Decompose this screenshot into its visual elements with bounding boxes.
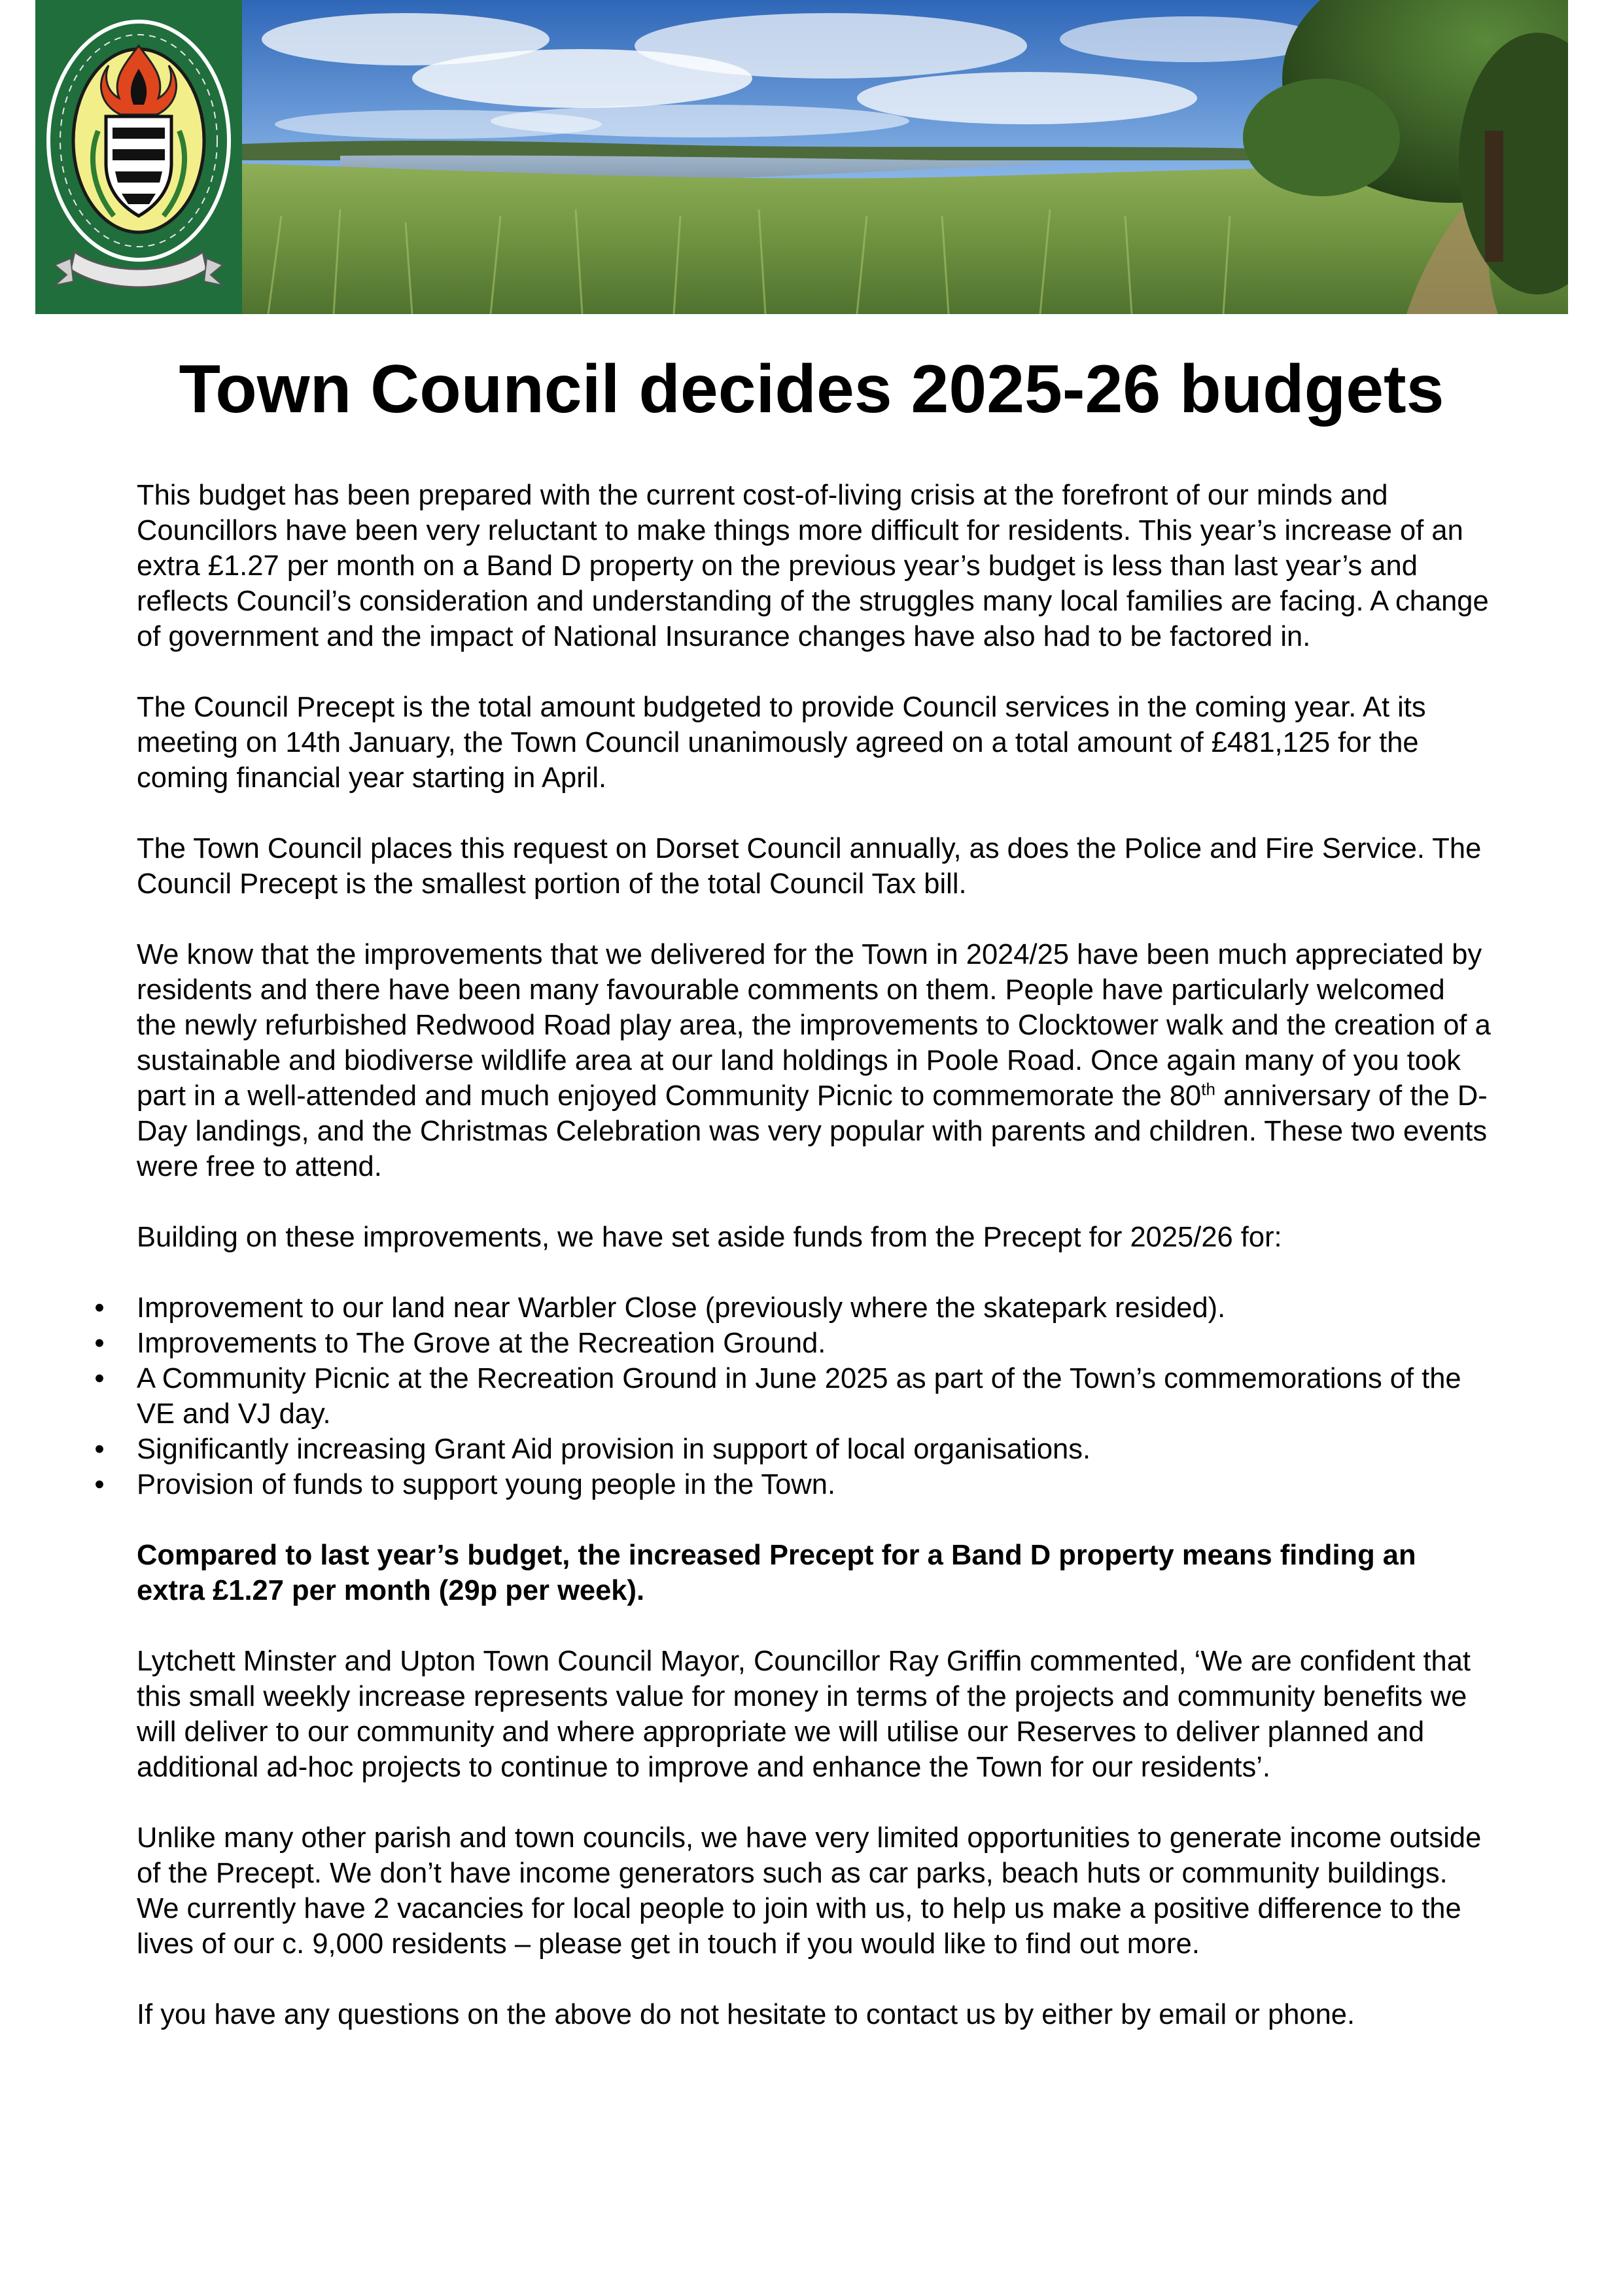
list-item-text: Improvement to our land near Warbler Close (previously where the skatepark resided). xyxy=(137,1292,1226,1324)
council-crest-icon xyxy=(35,0,242,314)
funding-list xyxy=(94,1290,1491,1502)
list-item-text: Improvements to The Grove at the Recreation Ground. xyxy=(137,1328,826,1359)
list-item-text: Significantly increasing Grant Aid provision in support of local organisations. xyxy=(137,1434,1091,1465)
list-item xyxy=(94,1326,1491,1361)
list-item xyxy=(94,1432,1491,1467)
landscape-image xyxy=(242,0,1568,314)
paragraph-mayor-quote: Lytchett Minster and Upton Town Council Mayor, Councillor Ray Griffin commented, ‘We are confident that this small weekly increase represents value for money in terms of the projects and community benefits we will deliver to our community and where appropriate we will utilise our Reserves to deliver planned and additional ad-hoc projects to continue to improve and enhance the Town for our residents’. xyxy=(137,1646,1471,1783)
ordinal-suffix: th xyxy=(1201,1079,1215,1099)
improvements-text-end: anniversary of the D-Day landings, and the Christmas Celebration was very popular with parents and children. These two events were free to attend. xyxy=(137,1080,1488,1182)
paragraph-contact: If you have any questions on the above do not hesitate to contact us by either by email or phone. xyxy=(137,1999,1355,2030)
list-item-text: Provision of funds to support young people in the Town. xyxy=(137,1469,836,1500)
bullet-icon: • xyxy=(94,1292,105,1324)
list-item xyxy=(94,1290,1491,1326)
bullet-icon: • xyxy=(94,1434,105,1465)
bullet-icon: • xyxy=(94,1363,105,1394)
paragraph-income-limits: Unlike many other parish and town councils, we have very limited opportunities to generate income outside of the Precept. We don’t have income generators such as car parks, beach huts or community buildings. We currently have 2 vacancies for local people to join with us, to help us make a positive difference to the lives of our c. 9,000 residents – please get in touch if you would like to find out more. xyxy=(137,1822,1482,1960)
list-item xyxy=(94,1467,1491,1502)
list-item-text: A Community Picnic at the Recreation Ground in June 2025 as part of the Town’s commemorations of the VE and VJ day. xyxy=(137,1363,1461,1430)
landscape-photo xyxy=(242,0,1568,314)
bullet-icon: • xyxy=(94,1328,105,1359)
article-body xyxy=(94,478,1491,2068)
improvements-text-start: We know that the improvements that we delivered for the Town in 2024/25 have been much appreciated by residents and there have been many favourable comments on them. People have particularly welcomed the newly refurbished Redwood Road play area, the improvements to Clocktower walk and the creation of a sustainable and biodiverse wildlife area at our land holdings in Poole Road. Once again many of you took part in a well-attended and much enjoyed Community Picnic to commemorate the 80 xyxy=(137,939,1491,1112)
paragraph-budget-intro: This budget has been prepared with the current cost-of-living crisis at the forefront of our minds and Councillors have been very reluctant to make things more difficult for residents. This year’s increase of an extra £1.27 per month on a Band D property on the previous year’s budget is less than last year’s and reflects Council’s consideration and understanding of the struggles many local families are facing. A change of government and the impact of National Insurance changes have also had to be factored in. xyxy=(137,480,1489,652)
paragraph-precept-increase: Compared to last year’s budget, the increased Precept for a Band D property means finding an extra £1.27 per month (29p per week). xyxy=(137,1540,1416,1606)
list-item xyxy=(94,1361,1491,1432)
paragraph-improvements-review xyxy=(137,937,1491,1184)
paragraph-precept-definition: The Council Precept is the total amount budgeted to provide Council services in the coming year. At its meeting on 14th January, the Town Council unanimously agreed on a total amount of £481,125 for the coming financial year starting in April. xyxy=(137,692,1426,794)
header-banner xyxy=(35,0,1568,314)
bullet-icon: • xyxy=(94,1469,105,1500)
council-logo xyxy=(35,0,242,314)
paragraph-precept-request: The Town Council places this request on Dorset Council annually, as does the Police and Fire Service. The Council Precept is the smallest portion of the total Council Tax bill. xyxy=(137,833,1482,900)
page-title: Town Council decides 2025-26 budgets xyxy=(179,351,1444,427)
paragraph-funds-intro: Building on these improvements, we have set aside funds from the Precept for 2025/26 for: xyxy=(137,1222,1282,1253)
